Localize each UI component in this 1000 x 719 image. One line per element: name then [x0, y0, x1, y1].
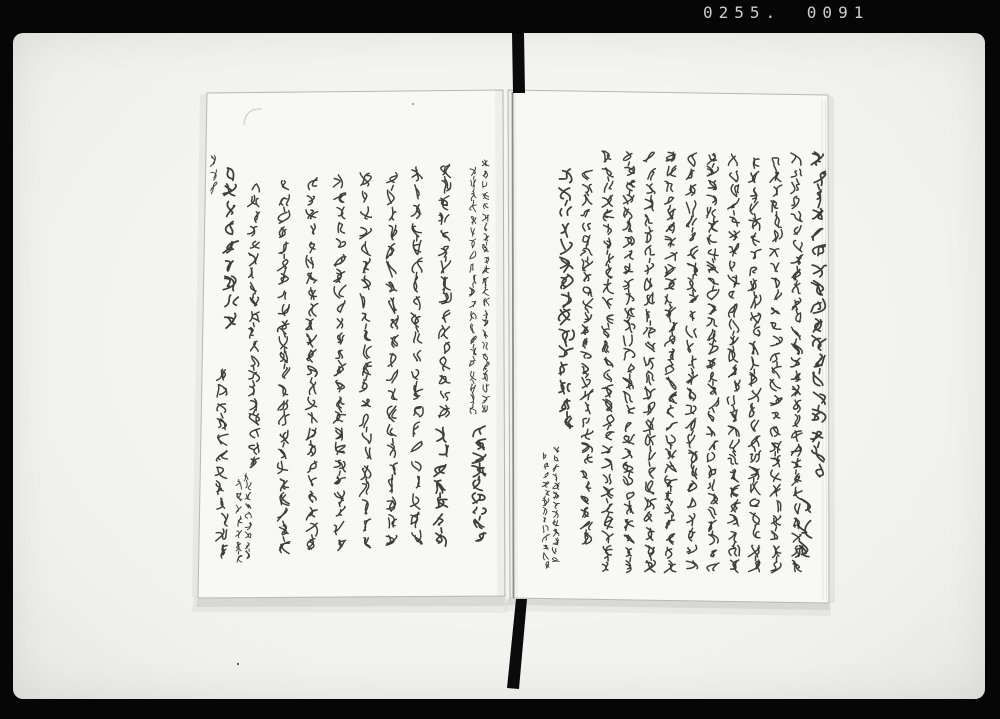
film-frame-number: 0255. 0091 — [703, 3, 870, 22]
dust-speck — [237, 663, 239, 665]
bookmark-ribbon-top — [512, 33, 525, 93]
manuscript-page-left — [198, 90, 505, 598]
page-shadow — [829, 95, 835, 603]
book-spine-gap — [513, 92, 514, 598]
dust-speck — [412, 103, 414, 105]
bookmark-ribbon-bottom — [507, 599, 527, 689]
